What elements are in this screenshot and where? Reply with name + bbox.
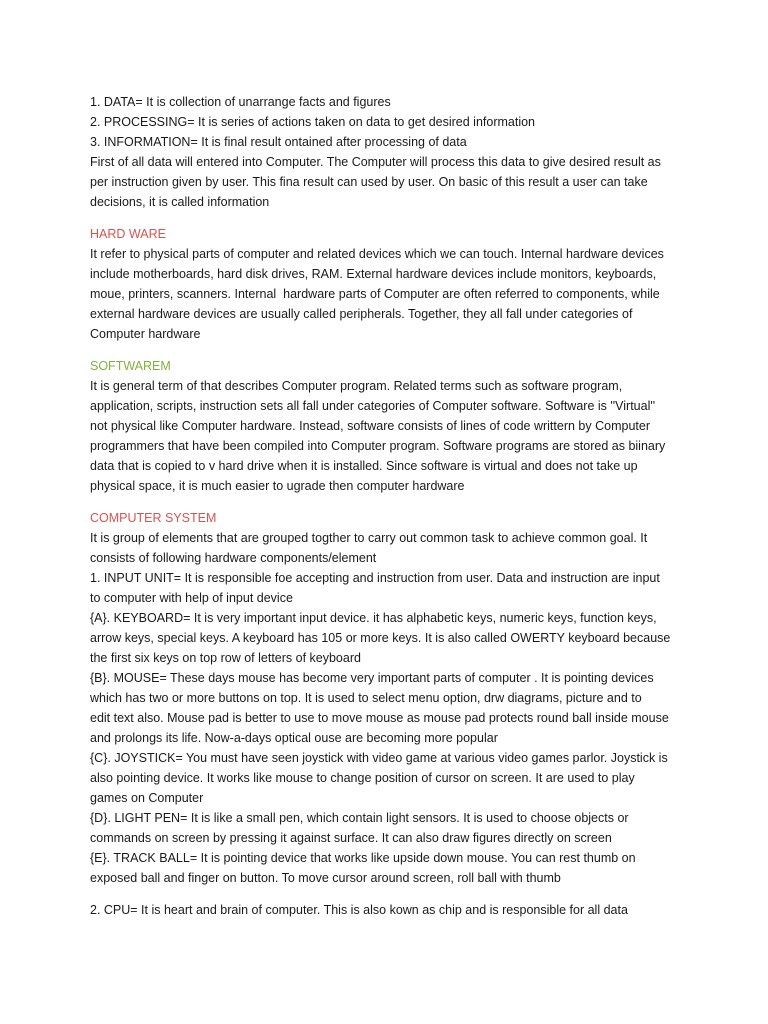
hardware-paragraph-line: It refer to physical parts of computer and related devices which we can touch. Internal hardware devices — [90, 247, 664, 261]
software-paragraph-line: data that is copied to v hard drive when it is installed. Since software is virtual and does not take up — [90, 459, 638, 473]
intro-line-data: 1. DATA= It is collection of unarrange facts and figures — [90, 95, 391, 109]
software-heading: SOFTWAREM — [90, 359, 171, 373]
mouse-line: {B}. MOUSE= These days mouse has become very important parts of computer . It is pointing devices — [90, 671, 654, 685]
input-unit-line: 1. INPUT UNIT= It is responsible foe accepting and instruction from user. Data and instruction are input — [90, 571, 660, 585]
software-paragraph-line: not physical like Computer hardware. Instead, software consists of lines of code writtern by Computer — [90, 419, 650, 433]
mouse-line: edit text also. Mouse pad is better to use to move mouse as mouse pad protects round ball inside mouse — [90, 711, 669, 725]
cpu-section — [90, 900, 690, 920]
intro-line-information: 3. INFORMATION= It is final result ontained after processing of data — [90, 135, 467, 149]
keyboard-line: the first six keys on top row of letters of keyboard — [90, 651, 361, 665]
joystick-line: also pointing device. It works like mouse to change position of cursor on screen. It are used to play — [90, 771, 635, 785]
hardware-paragraph-line: include motherboards, hard disk drives, RAM. External hardware devices include monitors, keyboards, — [90, 267, 657, 281]
light-pen-line: commands on screen by pressing it against surface. It can also draw figures directly on screen — [90, 831, 612, 845]
intro-paragraph-line: decisions, it is called information — [90, 195, 270, 209]
input-unit-line: to computer with help of input device — [90, 591, 293, 605]
intro-section — [90, 92, 690, 212]
mouse-line: which has two or more buttons on top. It is used to select menu option, drw diagrams, picture and to — [90, 691, 642, 705]
software-section — [90, 356, 690, 496]
software-paragraph-line: programmers that have been compiled into Computer program. Software programs are stored as biinary — [90, 439, 666, 453]
hardware-section — [90, 224, 690, 344]
software-paragraph-line: physical space, it is much easier to ugrade then computer hardware — [90, 479, 465, 493]
hardware-paragraph-line: Computer hardware — [90, 327, 201, 341]
joystick-line: games on Computer — [90, 791, 204, 805]
hardware-heading: HARD WARE — [90, 227, 166, 241]
hardware-paragraph-line: external hardware devices are usually called peripherals. Together, they all fall under categories of — [90, 307, 633, 321]
keyboard-line: arrow keys, special keys. A keyboard has 105 or more keys. It is also called OWERTY keyboard because — [90, 631, 671, 645]
track-ball-line: {E}. TRACK BALL= It is pointing device that works like upside down mouse. You can rest thumb on — [90, 851, 636, 865]
intro-line-processing: 2. PROCESSING= It is series of actions taken on data to get desired information — [90, 115, 536, 129]
light-pen-line: {D}. LIGHT PEN= It is like a small pen, which contain light sensors. It is used to choose objects or — [90, 811, 629, 825]
computer-system-paragraph-line: It is group of elements that are grouped togther to carry out common task to achieve common goal. It — [90, 531, 648, 545]
cpu-line: 2. CPU= It is heart and brain of computer. This is also kown as chip and is responsible for all data — [90, 903, 628, 917]
hardware-paragraph-line: moue, printers, scanners. Internal hardware parts of Computer are often referred to components, while — [90, 287, 660, 301]
intro-paragraph-line: per instruction given by user. This fina result can used by user. On basic of this result a user can take — [90, 175, 648, 189]
keyboard-line: {A}. KEYBOARD= It is very important input device. it has alphabetic keys, numeric keys, function keys, — [90, 611, 657, 625]
mouse-line: and prolongs its life. Now-a-days optical ouse are becoming more popular — [90, 731, 498, 745]
track-ball-line: exposed ball and finger on button. To move cursor around screen, roll ball with thumb — [90, 871, 561, 885]
software-paragraph-line: application, scripts, instruction sets all fall under categories of Computer software. Software is ''Virtual'' — [90, 399, 656, 413]
document-page — [90, 92, 690, 920]
software-paragraph-line: It is general term of that describes Computer program. Related terms such as software program, — [90, 379, 623, 393]
computer-system-paragraph-line: consists of following hardware components/element — [90, 551, 377, 565]
joystick-line: {C}. JOYSTICK= You must have seen joystick with video game at various video games parlor. Joystick is — [90, 751, 668, 765]
computer-system-heading: COMPUTER SYSTEM — [90, 511, 217, 525]
intro-paragraph-line: First of all data will entered into Computer. The Computer will process this data to give desired result as — [90, 155, 661, 169]
computer-system-section — [90, 508, 690, 888]
